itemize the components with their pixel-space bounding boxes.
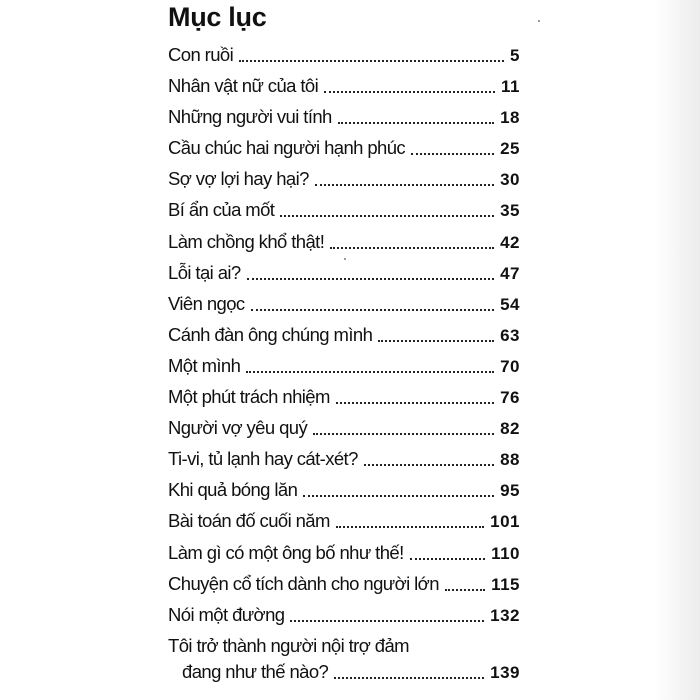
toc-entry-title: Nói một đường — [168, 603, 285, 625]
toc-entry-title: Bài toán đố cuối năm — [168, 510, 330, 532]
dot-leader — [378, 340, 494, 342]
toc-entry-title: Nhân vật nữ của tôi — [168, 75, 319, 97]
toc-entry-multiline[interactable] — [168, 631, 520, 691]
dot-leader — [239, 60, 504, 62]
dot-leader — [364, 464, 494, 466]
toc-entry-page: 70 — [500, 356, 520, 376]
toc-entry-page: 76 — [500, 388, 520, 408]
dot-leader — [330, 247, 494, 249]
toc-entry[interactable] — [168, 258, 520, 289]
toc-entry-page: 42 — [500, 232, 520, 252]
toc-entry-title: Chuyện cổ tích dành cho người lớn — [168, 572, 439, 594]
toc-entry-page: 54 — [500, 294, 520, 314]
toc-entry[interactable] — [168, 133, 520, 164]
toc-entry-page: 88 — [500, 450, 520, 470]
dot-leader — [334, 677, 484, 679]
dot-leader — [338, 122, 494, 124]
print-speck — [538, 20, 540, 22]
toc-entry-page: 47 — [500, 263, 520, 283]
dot-leader — [411, 153, 494, 155]
toc-entry[interactable] — [168, 320, 520, 351]
table-of-contents — [168, 40, 520, 691]
toc-entry-title: Lỗi tại ai? — [168, 261, 241, 283]
toc-entry-page: 18 — [500, 108, 520, 128]
toc-entry-title: Cánh đàn ông chúng mình — [168, 323, 373, 345]
toc-entry-page: 11 — [501, 77, 520, 97]
toc-entry-title: Viên ngọc — [168, 292, 245, 314]
toc-entry[interactable] — [168, 475, 520, 506]
dot-leader — [290, 620, 484, 622]
toc-entry-title-line1: Tôi trở thành người nội trợ đảm — [168, 634, 409, 656]
toc-entry-page: 35 — [500, 201, 520, 221]
dot-leader — [336, 402, 494, 404]
dot-leader — [280, 215, 494, 217]
toc-entry[interactable] — [168, 164, 520, 195]
dot-leader — [303, 495, 494, 497]
toc-entry-page: 5 — [510, 46, 520, 65]
toc-entry[interactable] — [168, 289, 520, 320]
toc-entry-page: 132 — [490, 605, 520, 625]
toc-entry-page: 63 — [500, 325, 520, 345]
toc-entry-title-line2: đang như thế nào? — [182, 660, 329, 682]
toc-entry-title: Một phút trách nhiệm — [168, 386, 330, 408]
dot-leader — [251, 309, 495, 311]
toc-entry-page: 25 — [500, 139, 520, 159]
toc-entry-page: 101 — [490, 512, 520, 532]
dot-leader — [445, 589, 485, 591]
dot-leader — [324, 91, 495, 93]
toc-entry[interactable] — [168, 538, 520, 569]
toc-entry[interactable] — [168, 40, 520, 71]
toc-entry-title: Một mình — [168, 354, 241, 376]
toc-entry[interactable] — [168, 506, 520, 537]
toc-entry-title: Sợ vợ lợi hay hại? — [168, 168, 309, 190]
toc-entry-title: Những người vui tính — [168, 106, 332, 128]
dot-leader — [336, 526, 484, 528]
toc-entry-page: 30 — [500, 170, 520, 190]
page-edge-shadow — [654, 0, 700, 700]
toc-entry-title: Bí ẩn của mốt — [168, 199, 275, 221]
toc-entry[interactable] — [168, 71, 520, 102]
toc-entry[interactable] — [168, 195, 520, 226]
toc-entry-title: Khi quả bóng lăn — [168, 479, 298, 501]
toc-entry[interactable] — [168, 569, 520, 600]
toc-entry-title: Ti-vi, tủ lạnh hay cát-xét? — [168, 448, 358, 470]
toc-entry-title: Người vợ yêu quý — [168, 417, 308, 439]
toc-entry-page: 139 — [490, 662, 520, 682]
dot-leader — [315, 184, 494, 186]
toc-entry[interactable] — [168, 351, 520, 382]
toc-entry-title: Con ruồi — [168, 44, 234, 65]
toc-entry-title: Làm chồng khổ thật! — [168, 230, 325, 252]
dot-leader — [246, 371, 494, 373]
toc-title: Mục lục — [168, 2, 267, 32]
toc-entry-page: 82 — [500, 419, 520, 439]
toc-entry[interactable] — [168, 382, 520, 413]
toc-entry-page: 95 — [500, 481, 520, 501]
toc-entry[interactable] — [168, 444, 520, 475]
toc-entry-page: 115 — [491, 574, 520, 594]
toc-entry[interactable] — [168, 413, 520, 444]
dot-leader — [313, 433, 494, 435]
dot-leader — [247, 278, 494, 280]
toc-entry-title: Làm gì có một ông bố như thế! — [168, 541, 404, 563]
toc-entry-page: 110 — [491, 543, 520, 563]
toc-entry[interactable] — [168, 102, 520, 133]
dot-leader — [410, 558, 485, 560]
toc-entry[interactable] — [168, 600, 520, 631]
toc-entry[interactable] — [168, 227, 520, 258]
toc-entry-title: Cầu chúc hai người hạnh phúc — [168, 137, 406, 159]
